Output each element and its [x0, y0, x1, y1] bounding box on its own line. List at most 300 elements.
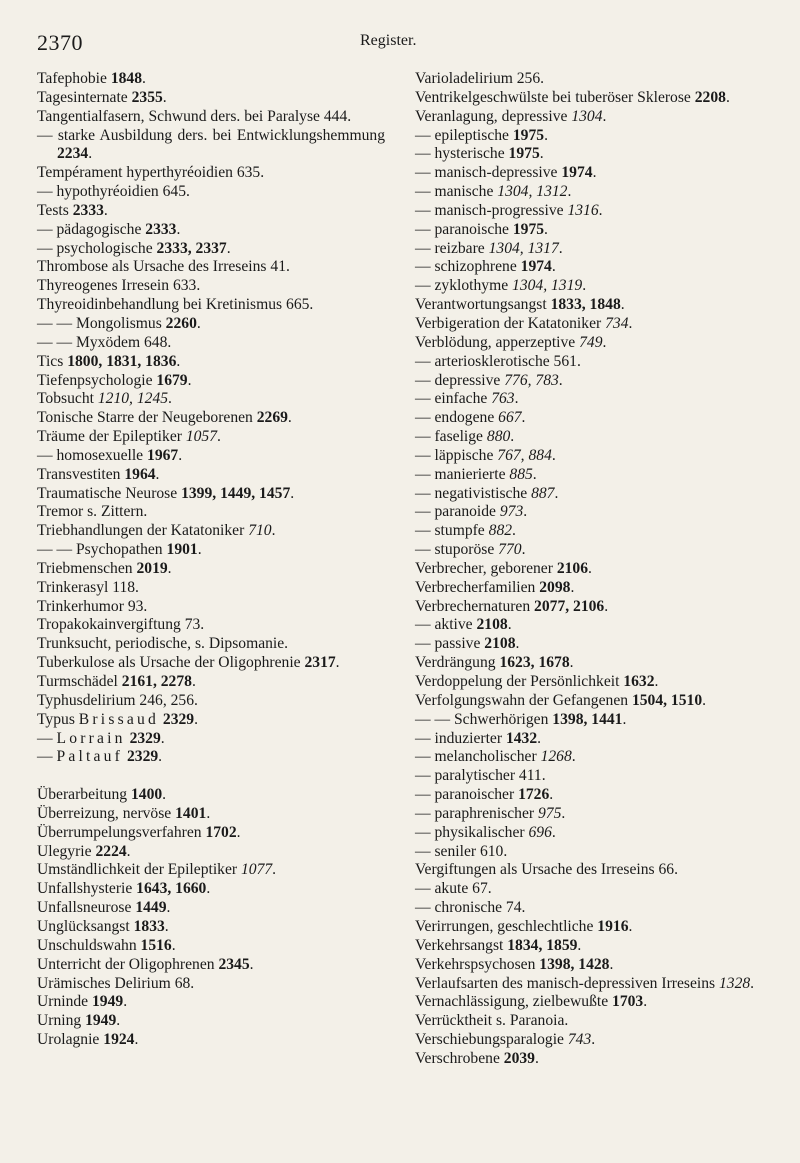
- page-ref-bold: 1449: [135, 899, 167, 917]
- entry-text: Varioladelirium 256.: [415, 70, 545, 87]
- entry-text: Unfallsneurose: [37, 899, 136, 917]
- index-entry: [37, 409, 385, 428]
- page-ref-bold: 1901: [166, 541, 198, 559]
- page-ref-bold: 1916: [597, 917, 629, 935]
- index-entry: [415, 221, 767, 240]
- entry-text: .: [142, 70, 146, 87]
- entry-text: — melancholischer: [415, 748, 541, 766]
- entry-text: .: [167, 559, 172, 577]
- entry-text: .: [549, 786, 554, 804]
- entry-text: .: [551, 258, 556, 276]
- index-entry: [415, 485, 767, 504]
- entry-text: .: [514, 390, 519, 408]
- index-entry: [37, 937, 385, 956]
- entry-text: Umständlichkeit der Epileptiker: [37, 861, 241, 879]
- entry-text: .: [561, 804, 566, 822]
- page-ref-bold: 1975: [512, 220, 545, 238]
- entry-text: .: [750, 974, 755, 992]
- page-ref-italic: 1304, 1319: [512, 277, 583, 295]
- page-ref-italic: 885: [509, 465, 533, 483]
- page-ref-italic: 749: [579, 333, 603, 351]
- entry-text: .: [602, 333, 607, 351]
- page-ref-italic: 1268: [540, 748, 572, 766]
- entry-text: .: [158, 748, 163, 766]
- entry-text: — hysterische: [415, 145, 509, 163]
- entry-text: — paralytischer 411.: [415, 767, 546, 785]
- running-head: Register.: [360, 32, 417, 49]
- index-entry: [415, 937, 767, 956]
- entry-text: — chronische 74.: [415, 899, 526, 917]
- page-ref-italic: 973: [499, 503, 524, 521]
- entry-text: — schizophrene: [415, 258, 521, 276]
- entry-text: .: [622, 710, 627, 728]
- page-ref-bold: 1516: [140, 936, 172, 954]
- index-entry: [415, 748, 767, 767]
- index-entry: [415, 598, 767, 617]
- entry-text: Trunksucht, periodische, s. Dipsomanie.: [37, 635, 289, 653]
- index-entry: [37, 428, 385, 447]
- entry-text: .: [725, 88, 730, 106]
- entry-text: .: [643, 993, 648, 1011]
- entry-text: .: [194, 710, 198, 728]
- index-entry: [37, 447, 385, 466]
- entry-text: .: [206, 880, 211, 898]
- entry-text: Typus: [37, 710, 79, 728]
- index-entry: [37, 89, 385, 108]
- entry-text: — physikalischer: [415, 823, 529, 841]
- entry-text: Urning: [37, 1012, 86, 1030]
- entry-text: Tests: [37, 201, 73, 219]
- entry-text: Verblödung, apperzeptive: [415, 333, 580, 351]
- page-number: 2370: [37, 30, 83, 55]
- entry-text: — pädagogische: [37, 220, 146, 238]
- entry-text: — paranoische: [415, 220, 513, 238]
- index-entry: [415, 89, 767, 108]
- page-ref-bold: 1967: [147, 446, 179, 464]
- entry-text: .: [162, 786, 167, 804]
- entry-text: .: [544, 220, 548, 238]
- entry-text: — — Myxödem 648.: [37, 333, 172, 351]
- entry-text: Tafephobie: [37, 70, 111, 87]
- page-ref-bold: 1924: [103, 1031, 135, 1049]
- page-ref-bold: 1949: [85, 1012, 117, 1030]
- index-entry: [37, 221, 385, 240]
- index-entry: [37, 616, 385, 635]
- index-entry: [415, 843, 767, 862]
- page-ref-italic: 1304, 1312: [497, 183, 568, 201]
- page-ref-bold: 2269: [256, 409, 288, 427]
- index-entry: [415, 390, 767, 409]
- entry-text: Ulegyrie: [37, 842, 96, 860]
- index-entry: [415, 805, 767, 824]
- entry-text: .: [523, 503, 528, 521]
- page-ref-bold: 2329: [126, 748, 159, 766]
- page-ref-bold: 1703: [612, 993, 644, 1011]
- entry-text: .: [272, 861, 277, 879]
- index-entry: [37, 485, 385, 504]
- page-ref-italic: 763: [491, 390, 515, 408]
- entry-text: Unterricht der Oligophrenen: [37, 955, 219, 973]
- entry-text: — — Schwerhörigen: [415, 710, 553, 728]
- page-ref-bold: 2019: [136, 559, 168, 577]
- entry-text: .: [602, 107, 607, 125]
- index-entry: [415, 654, 767, 673]
- entry-text: Verfolgungswahn der Gefangenen: [415, 691, 632, 709]
- index-entry: [415, 899, 767, 918]
- entry-text: Transvestiten: [37, 465, 125, 483]
- entry-text: .: [164, 917, 169, 935]
- entry-text: .: [507, 616, 512, 634]
- entry-text: Tiefenpsychologie: [37, 371, 157, 389]
- entry-text: Verbrechernaturen: [415, 597, 535, 615]
- index-entry: [37, 315, 385, 334]
- entry-text: .: [236, 823, 241, 841]
- index-entry: [37, 258, 385, 277]
- index-entry: [37, 353, 385, 372]
- index-entry: [415, 447, 767, 466]
- section-gap: [37, 767, 385, 786]
- index-entry: [37, 824, 385, 843]
- page-ref-bold: 1398, 1441: [552, 710, 623, 728]
- entry-text: Trinkerasyl 118.: [37, 578, 139, 596]
- page-ref-italic: 880: [486, 428, 511, 446]
- entry-text: — stumpfe: [415, 522, 489, 540]
- page-ref-italic: 710: [248, 522, 272, 540]
- page-ref-bold: 1623, 1678: [499, 654, 570, 672]
- entry-text: — starke Ausbildung ders. bei Entwicklungshemmung: [37, 126, 385, 144]
- entry-text: .: [551, 823, 556, 841]
- index-entry: [37, 334, 385, 353]
- index-entry: [415, 975, 767, 994]
- index-entry: [37, 164, 385, 183]
- entry-text: .: [591, 1031, 596, 1049]
- entry-text: .: [532, 465, 537, 483]
- entry-text: Typhusdelirium 246, 256.: [37, 691, 198, 709]
- page-ref-bold: 2345: [218, 955, 250, 973]
- index-entry: [415, 541, 767, 560]
- index-entry: [37, 918, 385, 937]
- index-entry: [415, 579, 767, 598]
- entry-text: Triebhandlungen der Katatoniker: [37, 522, 249, 540]
- entry-text: — manisch-progressive: [415, 201, 568, 219]
- entry-text: Verbrecher, geborener: [415, 559, 557, 577]
- entry-text: Trinkerhumor 93.: [37, 597, 148, 615]
- page-ref-bold: 2317: [304, 654, 336, 672]
- entry-text: — paraphrenischer: [415, 804, 538, 822]
- entry-text: Tuberkulose als Ursache der Oligophrenie: [37, 654, 305, 672]
- entry-text: .: [335, 654, 340, 672]
- index-entry: [37, 240, 385, 259]
- entry-text: .: [558, 239, 563, 257]
- page-ref-bold: 1399, 1449, 1457: [181, 484, 291, 502]
- index-column-left: [37, 70, 385, 1050]
- entry-text: — negativistische: [415, 484, 532, 502]
- entry-text: — manierierte: [415, 465, 510, 483]
- entry-text: .: [582, 277, 587, 295]
- index-entry: [415, 635, 767, 654]
- entry-text: Verkehrsangst: [415, 936, 508, 954]
- entry-text: Träume der Epileptiker: [37, 428, 186, 446]
- page-ref-italic: 1057: [185, 428, 218, 446]
- entry-text: .: [160, 729, 165, 747]
- index-entry: [415, 353, 767, 372]
- entry-text: .: [570, 578, 575, 596]
- entry-text: .: [162, 88, 167, 106]
- entry-text: Verdoppelung der Persönlichkeit: [415, 673, 624, 690]
- page-ref-bold: 2355: [131, 88, 163, 106]
- entry-text: .: [569, 654, 574, 672]
- entry-text: .: [534, 1049, 539, 1067]
- page-ref-italic: 1328: [718, 974, 751, 992]
- index-entry: [37, 654, 385, 673]
- entry-text: Ventrikelgeschwülste bei tuberöser Sklerose: [415, 88, 695, 106]
- entry-text: — — Psychopathen: [37, 541, 167, 559]
- entry-text: — faselige: [415, 428, 487, 446]
- index-entry: [37, 108, 385, 127]
- entry-text: Verdrängung: [415, 654, 500, 672]
- page-ref-bold: 1401: [175, 804, 207, 822]
- index-entry: [37, 975, 385, 994]
- entry-text: .: [176, 220, 181, 238]
- entry-text: .: [544, 126, 548, 144]
- entry-text: .: [88, 145, 93, 163]
- index-entry: [415, 861, 767, 880]
- index-entry: [415, 880, 767, 899]
- entry-text: Urämisches Delirium 68.: [37, 974, 195, 992]
- entry-text: Überrumpelungsverfahren: [37, 823, 206, 841]
- index-entry: [415, 616, 767, 635]
- entry-text: .: [604, 597, 609, 615]
- entry-text: — aktive: [415, 616, 477, 634]
- page-ref-italic: 1304, 1317: [488, 239, 559, 257]
- entry-text: .: [171, 936, 176, 954]
- page-ref-italic: 1077: [240, 861, 273, 879]
- index-entry: [37, 503, 385, 522]
- index-entry: [415, 409, 767, 428]
- entry-text: .: [588, 559, 592, 577]
- index-entry: [37, 880, 385, 899]
- spaced-name: Paltauf: [56, 748, 124, 766]
- entry-text: Tropakokainvergiftung 73.: [37, 616, 205, 634]
- index-entry: [37, 390, 385, 409]
- entry-text: — manisch-depressive: [415, 164, 562, 182]
- index-entry: [415, 428, 767, 447]
- page-ref-bold: 1833: [133, 917, 165, 935]
- entry-text: — epileptische: [415, 126, 513, 144]
- entry-text: Tremor s. Zittern.: [37, 503, 148, 521]
- index-entry: [415, 277, 767, 296]
- page-ref-bold: 2224: [95, 842, 127, 860]
- page-ref-bold: 1833, 1848: [550, 296, 621, 314]
- entry-text: .: [123, 993, 128, 1011]
- entry-text: Unschuldswahn: [37, 936, 141, 954]
- page-ref-bold: 1726: [518, 786, 550, 804]
- entry-text: .: [155, 465, 160, 483]
- page-ref-italic: 743: [567, 1031, 592, 1049]
- entry-text: Tangentialfasern, Schwund ders. bei Paralyse 444.: [37, 107, 352, 125]
- index-entry: [37, 202, 385, 221]
- index-entry: [415, 164, 767, 183]
- entry-text: Verschrobene: [415, 1049, 504, 1067]
- entry-text: Überarbeitung: [37, 786, 131, 804]
- entry-text: — einfache: [415, 390, 492, 408]
- entry-text: —: [37, 729, 57, 747]
- entry-text: .: [176, 352, 181, 370]
- entry-text: Tobsucht: [37, 390, 98, 408]
- page-ref-bold: 1974: [561, 164, 593, 182]
- page-ref-italic: 776, 783: [504, 371, 559, 389]
- index-entry: [37, 861, 385, 880]
- index-entry: [37, 635, 385, 654]
- entry-text: .: [598, 201, 603, 219]
- entry-text: — paranoide: [415, 503, 500, 521]
- page-ref-bold: 1400: [130, 786, 163, 804]
- entry-text: — reizbare: [415, 239, 489, 257]
- entry-text: .: [290, 484, 295, 502]
- index-entry: [415, 127, 767, 146]
- entry-text: — induzierter: [415, 729, 506, 747]
- index-entry: [415, 183, 767, 202]
- entry-text: Thyreoidinbehandlung bei Kretinismus 665.: [37, 296, 314, 314]
- page-ref-bold: 1975: [508, 145, 540, 163]
- page-ref-bold: 2039: [503, 1049, 535, 1067]
- page-ref-italic: 734: [605, 314, 629, 332]
- page-ref-bold: 2329: [129, 729, 161, 747]
- entry-text: Tonische Starre der Neugeborenen: [37, 409, 257, 427]
- page-ref-bold: 1702: [205, 823, 237, 841]
- entry-text: Unglücksangst: [37, 917, 134, 935]
- index-entry: [37, 522, 385, 541]
- entry-text: .: [654, 673, 659, 690]
- entry-text: — — Mongolismus: [37, 314, 166, 332]
- page-ref-bold: 1398, 1428: [539, 955, 610, 973]
- entry-text: .: [178, 446, 183, 464]
- page-ref-bold: 1975: [512, 126, 545, 144]
- entry-text: .: [116, 1012, 121, 1030]
- entry-text: Verkehrspsychosen: [415, 955, 540, 973]
- entry-text: Verantwortungsangst: [415, 296, 551, 314]
- entry-text: .: [217, 428, 221, 446]
- page-ref-bold: 1964: [124, 465, 156, 483]
- entry-text: .: [620, 296, 625, 314]
- index-entry: [37, 956, 385, 975]
- index-entry: [37, 579, 385, 598]
- entry-text: .: [551, 446, 556, 464]
- index-entry: [37, 1031, 385, 1050]
- page-ref-italic: 767, 884: [497, 446, 552, 464]
- index-entry: [37, 730, 385, 749]
- entry-text: .: [196, 314, 201, 332]
- index-entry: [37, 993, 385, 1012]
- entry-text: .: [134, 1031, 139, 1049]
- page-ref-bold: 2108: [484, 635, 516, 653]
- index-entry: [415, 711, 767, 730]
- index-entry: [37, 466, 385, 485]
- index-entry: [37, 70, 385, 89]
- entry-text: .: [197, 541, 202, 559]
- index-entry: [37, 541, 385, 560]
- page-ref-bold: 1834, 1859: [507, 936, 578, 954]
- page-ref-italic: 696: [528, 823, 552, 841]
- index-entry: [415, 673, 767, 692]
- entry-text: — paranoischer: [415, 786, 519, 804]
- page-ref-bold: 2106: [556, 559, 588, 577]
- entry-text: — psychologische: [37, 239, 157, 257]
- page-ref-bold: 1974: [520, 258, 552, 276]
- index-entry: [415, 730, 767, 749]
- entry-text: Verbigeration der Katatoniker: [415, 314, 606, 332]
- index-entry: [37, 560, 385, 579]
- page-ref-bold: 2108: [476, 616, 508, 634]
- page-ref-italic: 1210, 1245: [97, 390, 169, 408]
- entry-text: .: [558, 371, 563, 389]
- page-ref-italic: 1316: [567, 201, 599, 219]
- page-ref-bold: 1432: [505, 729, 538, 747]
- entry-text: Turmschädel: [37, 673, 122, 690]
- entry-text: .: [249, 955, 254, 973]
- entry-text: .: [521, 541, 526, 559]
- entry-text: Verlaufsarten des manisch-depressiven Irreseins: [415, 974, 719, 992]
- entry-text: — manische: [415, 183, 498, 201]
- entry-text: Verrücktheit s. Paranoia.: [415, 1012, 569, 1030]
- entry-text: — depressive: [415, 371, 505, 389]
- entry-text: .: [515, 635, 520, 653]
- entry-text: Vergiftungen als Ursache des Irreseins 66.: [415, 861, 678, 879]
- entry-text: — läppische: [415, 446, 498, 464]
- index-entry: [415, 1012, 767, 1031]
- index-entry: [415, 560, 767, 579]
- index-entry: [37, 296, 385, 315]
- page-ref-italic: 975: [537, 804, 562, 822]
- index-entry: [37, 183, 385, 202]
- page-ref-bold: 2329: [162, 710, 195, 728]
- page-ref-bold: 2208: [694, 88, 726, 106]
- entry-text: Vernachlässigung, zielbewußte: [415, 993, 613, 1011]
- entry-text: Überreizung, nervöse: [37, 804, 176, 822]
- index-entry: [415, 145, 767, 164]
- entry-text: Tics: [37, 352, 68, 370]
- page-ref-bold: 1643, 1660: [136, 880, 207, 898]
- index-entry: [415, 70, 767, 89]
- index-entry: [415, 334, 767, 353]
- entry-text: Unfallshysterie: [37, 880, 137, 898]
- entry-text: .: [126, 842, 131, 860]
- entry-text: — akute 67.: [415, 880, 492, 898]
- index-entry: [415, 786, 767, 805]
- index-entry: [415, 918, 767, 937]
- entry-text: Thyreogenes Irresein 633.: [37, 277, 201, 295]
- entry-text: .: [628, 917, 633, 935]
- index-entry: [37, 127, 385, 165]
- entry-text: .: [567, 183, 572, 201]
- entry-text: — hypothyréoidien 645.: [37, 183, 190, 201]
- index-entry: [415, 315, 767, 334]
- entry-text: — seniler 610.: [415, 842, 508, 860]
- entry-text: .: [512, 522, 516, 540]
- index-entry: [415, 993, 767, 1012]
- page-ref-bold: 2333: [145, 220, 177, 238]
- page-ref-bold: 1679: [156, 371, 188, 389]
- index-entry: [415, 258, 767, 277]
- index-entry: [415, 108, 767, 127]
- page-ref-bold: 2161, 2278: [121, 673, 192, 690]
- entry-text: .: [287, 409, 292, 427]
- spaced-name: Brissaud: [78, 710, 159, 728]
- entry-text: .: [187, 371, 192, 389]
- page-ref-italic: 770: [498, 541, 522, 559]
- entry-text: — passive: [415, 635, 485, 653]
- page-ref-bold: 1949: [92, 993, 124, 1011]
